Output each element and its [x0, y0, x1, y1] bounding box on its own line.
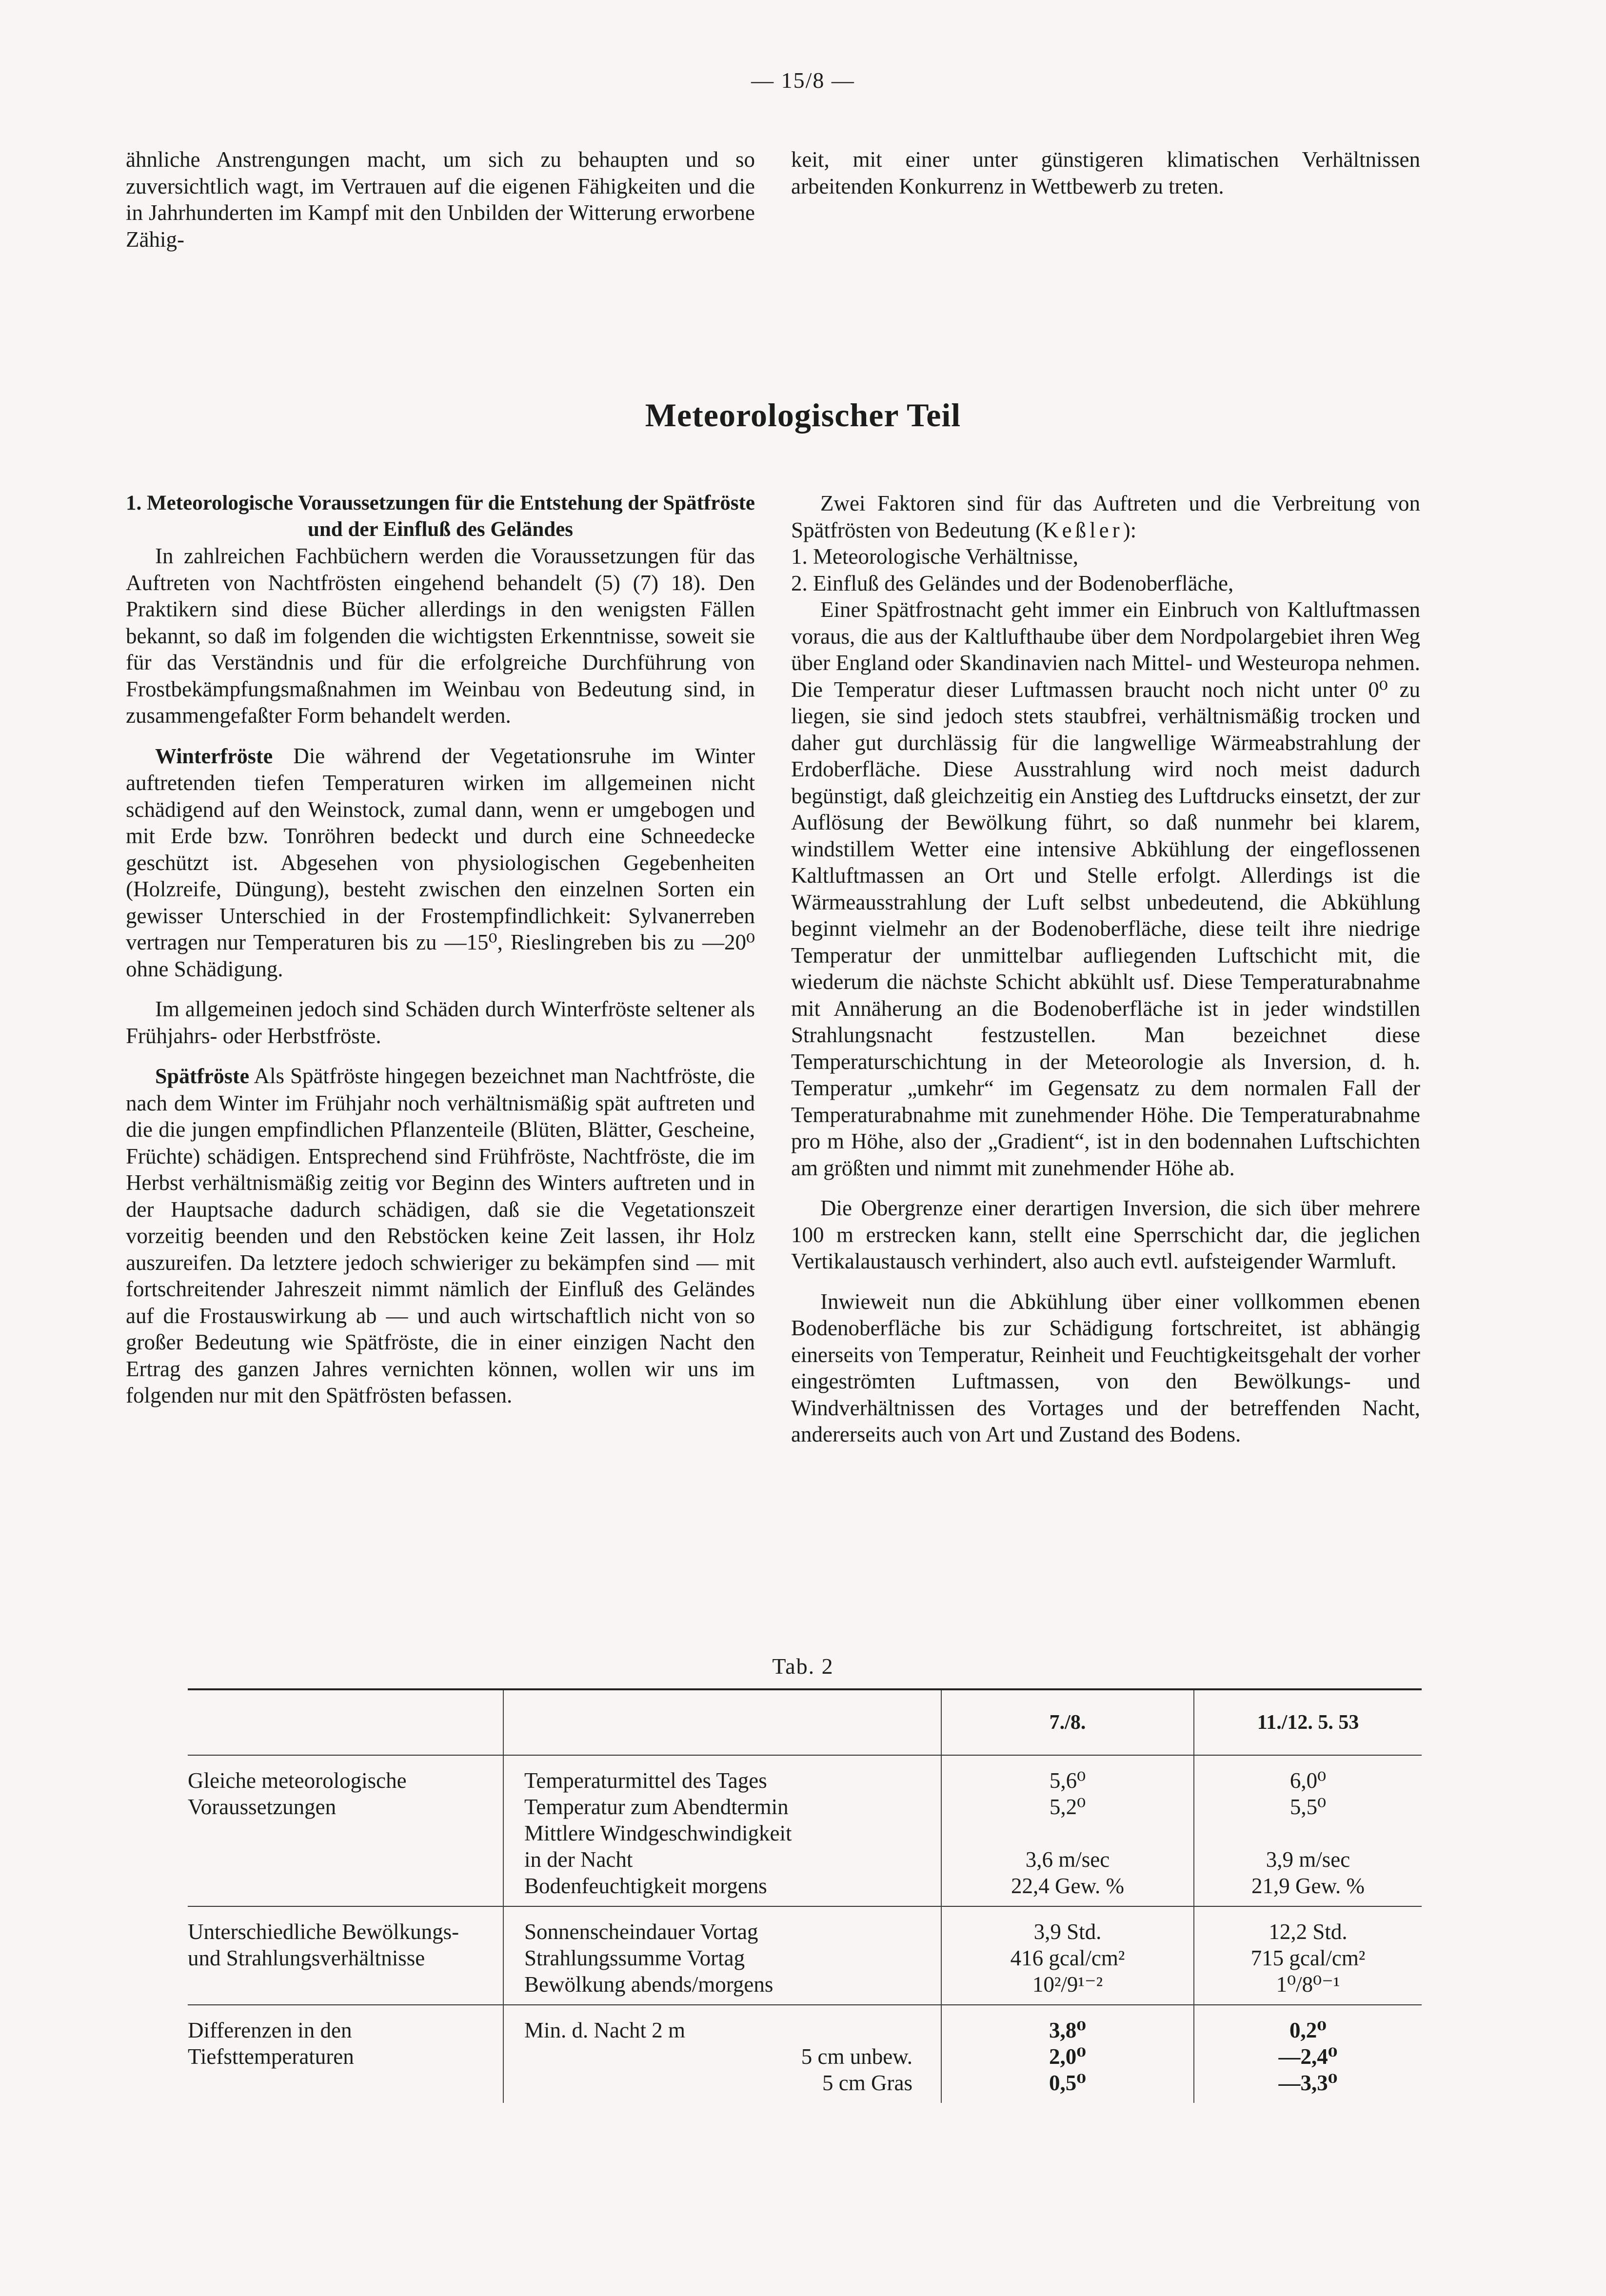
header-empty-param — [503, 1689, 941, 1755]
section-title: Meteorologischer Teil — [645, 396, 961, 434]
value-cell: 3,9 m/sec — [1266, 1847, 1350, 1872]
value-cell: 715 gcal/cm² — [1250, 1946, 1366, 1970]
spaet-label: Spätfröste — [155, 1064, 250, 1088]
value-cell: 3,6 m/sec — [1025, 1847, 1110, 1872]
value-cell: 3,9 Std. — [1033, 1920, 1102, 1944]
value-cell: 416 gcal/cm² — [1010, 1946, 1125, 1970]
value-cell: 0,2⁰ — [1289, 2018, 1327, 2042]
top-left-column — [126, 146, 755, 253]
factor-item-2: 2. Einfluß des Geländes und der Bodenoberfläche, — [791, 571, 1234, 595]
value-cell: 10²/9¹⁻² — [1032, 1972, 1103, 1997]
group-values-2 — [1194, 1755, 1422, 1906]
author-name: Keßler — [1043, 517, 1123, 542]
param-cell: Strahlungssumme Vortag — [524, 1946, 745, 1970]
param-cell: Sonnenscheindauer Vortag — [524, 1920, 758, 1944]
table-group — [188, 2005, 1422, 2103]
param-cell: 5 cm unbew. — [801, 2044, 912, 2069]
table-caption: Tab. 2 — [772, 1654, 834, 1679]
value-cell: 3,8⁰ — [1049, 2018, 1086, 2042]
value-cell: 1⁰/8⁰⁻¹ — [1276, 1972, 1340, 1997]
subsection-title: 1. Meteorologische Voraussetzungen für die Entstehung der Spätfröste und der Einfluß des Geländes — [126, 492, 755, 541]
group-params — [503, 1906, 941, 2005]
group-label: Gleiche meteorologische Voraussetzungen — [188, 1755, 503, 1906]
group-values-1 — [941, 2005, 1194, 2103]
group-values-2 — [1194, 1906, 1422, 2005]
group-params — [503, 1755, 941, 1906]
value-cell: 6,0⁰ — [1289, 1768, 1327, 1793]
header-date-1: 7./8. — [941, 1689, 1194, 1755]
table-group — [188, 1755, 1422, 1906]
right-column — [791, 490, 1420, 1448]
param-cell: Min. d. Nacht 2 m — [524, 2018, 685, 2042]
param-cell: 5 cm Gras — [822, 2071, 912, 2095]
param-cell: in der Nacht — [524, 1847, 633, 1872]
intro-paragraph: In zahlreichen Fachbüchern werden die Voraussetzungen für das Auftreten von Nachtfrösten eingehend behandelt (5) (7) 18). Den Praktikern sind diese Bücher allerdings in den wenigsten Fällen bekannt, so daß im folgenden die wichtigsten Erkenntnisse, soweit sie für das Verständnis und für die erfolgreiche Durchführung von Frostbekämpfungsmaßnahmen im Weinbau von Bedeutung sind, in zusammengefaßter Form behandelt werden. — [126, 544, 755, 728]
param-cell: Mittlere Windgeschwindigkeit — [524, 1821, 792, 1845]
winter-label: Winterfröste — [155, 744, 273, 768]
value-cell: 12,2 Std. — [1269, 1920, 1348, 1944]
header-empty-group — [188, 1689, 503, 1755]
spaet-paragraph — [126, 1063, 755, 1409]
cooling-paragraph: Inwieweit nun die Abkühlung über einer vollkommen ebenen Bodenoberfläche bis zur Schädigung fortschreitet, ist abhängig einerseits von Temperatur, Reinheit und Feuchtigkeitsgehalt der vorher eingeströmten Luftmassen, von den Bewölkungs- und Windverhältnissen des Vortages und der betreffenden Nacht, andererseits auch von Art und Zustand des Bodens. — [791, 1289, 1420, 1446]
param-cell: Temperatur zum Abendtermin — [524, 1795, 789, 1819]
value-cell: —3,3⁰ — [1278, 2071, 1338, 2095]
left-column — [126, 490, 755, 1409]
value-cell: 22,4 Gew. % — [1011, 1874, 1125, 1898]
spaet-text: Als Spätfröste hingegen bezeichnet man Nachtfröste, die nach dem Winter im Frühjahr noch verhältnismäßig spät auftreten und die die jungen empfindlichen Pflanzenteile (Blüten, Blätter, Gescheine, Früchte) schädigen. Entsprechend sind Frühfröste, Nachtfröste, die im Herbst verhältnismäßig zeitig vor Beginn des Winters auftreten und in der Hauptsache dadurch schädigen, daß sie die Vegetationszeit vorzeitig beenden und den Rebstöcken keine Zeit lassen, ihr Holz auszureifen. Da letztere jedoch schwieriger zu bekämpfen sind — mit fortschreitender Jahreszeit nimmt nämlich der Einfluß des Geländes auf die Frostauswirkung ab — und auch wirtschaftlich nicht von so großer Bedeutung wie Spätfröste, die in einer einzigen Nacht den Ertrag des ganzen Jahres vernichten können, wollen wir uns im folgenden nur mit den Spätfrösten befassen. — [126, 1064, 755, 1407]
param-cell: Bewölkung abends/morgens — [524, 1972, 773, 1997]
value-cell — [951, 1820, 1185, 1846]
spaetfrost-paragraph: Einer Spätfrostnacht geht immer ein Einbruch von Kaltluftmassen voraus, die aus der Kaltlufthaube über dem Nordpolargebiet ihren Weg über England oder Skandinavien nach Mittel- und Westeuropa nehmen. Die Temperatur dieser Luftmassen braucht noch nicht unter 0⁰ zu liegen, sie sind jedoch stets staubfrei, verhältnismäßig trocken und daher gut durchlässig für die langwellige Wärmeabstrahlung der Erdoberfläche. Diese Ausstrahlung wird noch meist dadurch begünstigt, daß gleichzeitig ein Anstieg des Luftdrucks einsetzt, der zur Auflösung der Bewölkung führt, so daß nunmehr bei klarem, windstillem Wetter eine intensive Abkühlung der eingeflossenen Kaltluftmassen an Ort und Stelle erfolgt. Allerdings ist die Wärmeausstrahlung der Luft selbst unbedeutend, die Abkühlung beginnt vielmehr an der Bodenoberfläche, diese teilt ihre niedrige Temperatur der unmittelbar aufliegenden Luftschicht mit, die wiederum die nächste Schicht abkühlt usf. Diese Temperaturabnahme mit Annäherung an die Bodenoberfläche ist in jeder windstillen Strahlungsnacht festzustellen. Man bezeichnet diese Temperaturschichtung in der Meteorologie als Inversion, d. h. Temperatur „umkehr“ im Gegensatz zu dem normalen Fall der Temperaturabnahme mit zunehmender Höhe. Die Temperaturabnahme pro m Höhe, also der „Gradient“, ist in den bodennahen Luftschichten am größten und nimmt mit zunehmender Höhe ab. — [791, 597, 1420, 1180]
inversion-paragraph: Die Obergrenze einer derartigen Inversion, die sich über mehrere 100 m erstrecken kann, stellt eine Sperrschicht dar, die jeglichen Vertikalaustausch verhindert, also auch evtl. aufsteigender Warmluft. — [791, 1196, 1420, 1273]
group-values-1 — [941, 1755, 1194, 1906]
group-values-2 — [1194, 2005, 1422, 2103]
group-label: Differenzen in den Tiefsttemperaturen — [188, 2005, 503, 2103]
param-cell: Temperaturmittel des Tages — [524, 1768, 767, 1793]
page-number: — 15/8 — — [751, 68, 855, 93]
value-cell: 21,9 Gew. % — [1251, 1874, 1365, 1898]
top-left-paragraph: ähnliche Anstrengungen macht, um sich zu behaupten und so zuversichtlich wagt, im Vertrauen auf die eigenen Fähigkeiten und die in Jahrhunderten im Kampf mit den Unbilden der Witterung erworbene Zähig- — [126, 147, 755, 252]
winter-text: Die während der Vegetationsruhe im Winter auftretenden tiefen Temperaturen wirken im allgemeinen nicht schädigend auf den Weinstock, zumal dann, wenn er umgebogen und mit Erde bzw. Tonröhren bedeckt und durch eine Schneedecke geschützt ist. Abgesehen von physiologischen Gegebenheiten (Holzreife, Düngung), besteht zwischen den einzelnen Sorten ein gewisser Unterschied in der Frostempfindlichkeit: Sylvanerreben vertragen nur Temperaturen bis zu —15⁰, Rieslingreben bis zu —20⁰ ohne Schädigung. — [126, 743, 755, 981]
group-params — [503, 2005, 941, 2103]
factors-intro-b: ): — [1123, 517, 1137, 542]
factor-item-1: 1. Meteorologische Verhältnisse, — [791, 544, 1079, 569]
table-group — [188, 1906, 1422, 2005]
factors-intro — [791, 490, 1420, 543]
winter-paragraph — [126, 743, 755, 983]
top-right-column — [791, 146, 1420, 199]
value-cell: 5,5⁰ — [1289, 1795, 1327, 1819]
top-right-paragraph: keit, mit einer unter günstigeren klimatischen Verhältnissen arbeitenden Konkurrenz in Wettbewerb zu treten. — [791, 147, 1420, 198]
value-cell: 5,6⁰ — [1049, 1768, 1086, 1793]
data-table — [188, 1688, 1422, 2103]
group-label: Unterschiedliche Bewölkungs- und Strahlungsverhältnisse — [188, 1906, 503, 2005]
value-cell: 0,5⁰ — [1049, 2071, 1086, 2095]
winter-summary-paragraph: Im allgemeinen jedoch sind Schäden durch Winterfröste seltener als Frühjahrs- oder Herbstfröste. — [126, 997, 755, 1048]
value-cell: 2,0⁰ — [1049, 2044, 1086, 2069]
param-cell: Bodenfeuchtigkeit morgens — [524, 1874, 767, 1898]
value-cell: —2,4⁰ — [1278, 2044, 1338, 2069]
value-cell — [1203, 1820, 1413, 1846]
header-date-2: 11./12. 5. 53 — [1194, 1689, 1422, 1755]
factors-intro-a: Zwei Faktoren sind für das Auftreten und die Verbreitung von Spätfrösten von Bedeutung ( — [791, 491, 1420, 542]
value-cell: 5,2⁰ — [1049, 1795, 1086, 1819]
group-values-1 — [941, 1906, 1194, 2005]
table-header-row — [188, 1689, 1422, 1755]
